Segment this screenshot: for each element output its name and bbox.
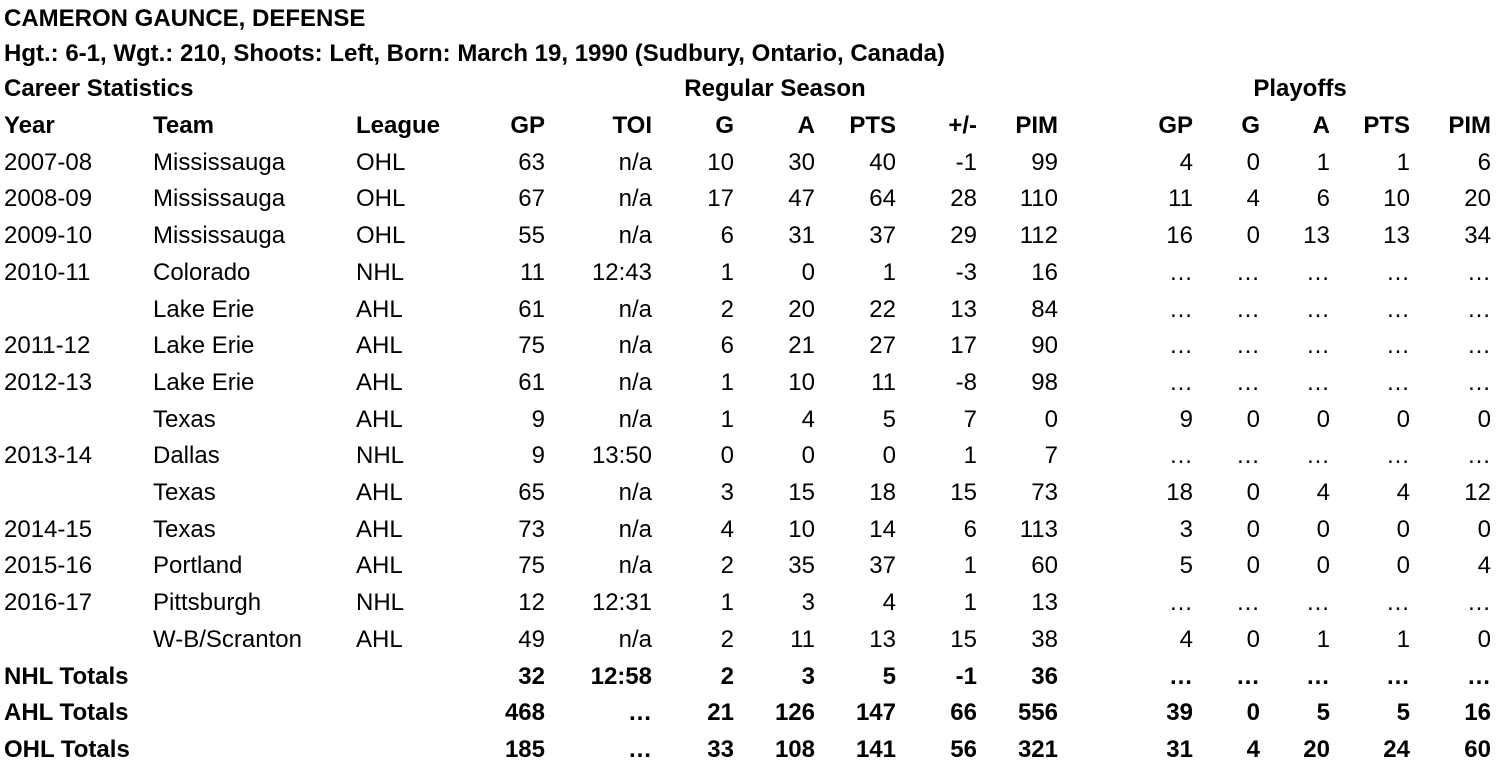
cell-year: 2010-11	[4, 258, 91, 286]
cell-po-g: …	[1236, 662, 1260, 690]
cell-rs-pts: 1	[882, 258, 896, 286]
cell-league: AHL	[356, 625, 403, 653]
cell-po-pts: 10	[1383, 185, 1410, 213]
cell-rs-pts: 22	[869, 295, 896, 323]
cell-po-a: …	[1306, 589, 1330, 617]
cell-rs-toi: …	[628, 735, 652, 763]
cell-po-pts: 13	[1383, 222, 1410, 250]
cell-rs-pts: 27	[869, 332, 896, 360]
cell-po-a: 6	[1316, 185, 1330, 213]
table-row	[0, 584, 1500, 621]
cell-po-gp: …	[1169, 662, 1193, 690]
cell-rs-toi: 12:58	[590, 662, 652, 690]
cell-rs-g: 4	[720, 515, 734, 543]
cell-po-g: 0	[1246, 405, 1260, 433]
table-row	[0, 180, 1500, 217]
cell-po-pts: 1	[1396, 148, 1410, 176]
cell-rs-g: 0	[720, 442, 734, 470]
cell-po-a: 1	[1316, 148, 1330, 176]
cell-po-g: 0	[1246, 479, 1260, 506]
cell-po-gp: 9	[1179, 405, 1193, 433]
cell-rs-gp: 468	[504, 699, 545, 727]
cell-rs-pim: 16	[1031, 258, 1058, 286]
cell-rs-g: 2	[720, 625, 734, 653]
cell-po-g: 0	[1246, 515, 1260, 543]
cell-league: NHL	[356, 442, 405, 470]
table-row	[0, 217, 1500, 254]
cell-year: 2015-16	[4, 552, 93, 580]
header-row	[0, 107, 1500, 144]
cell-rs-g: 10	[707, 148, 734, 176]
cell-rs-toi: n/a	[618, 295, 652, 323]
cell-rs-pim: 99	[1031, 148, 1058, 176]
table-row	[0, 144, 1500, 181]
cell-league	[356, 658, 466, 695]
cell-rs-pts: 5	[882, 405, 896, 433]
table-row	[0, 254, 1500, 291]
cell-rs-toi: 12:31	[591, 589, 652, 617]
cell-po-a: 0	[1316, 515, 1330, 543]
header-po-g: G	[1241, 112, 1260, 139]
cell-po-g: …	[1236, 368, 1260, 396]
cell-rs-a: 3	[801, 589, 815, 617]
cell-year	[4, 474, 144, 511]
cell-rs-pm: 1	[963, 589, 977, 617]
cell-rs-g: 21	[707, 699, 734, 727]
cell-po-pim: 60	[1464, 735, 1491, 763]
cell-po-pts: …	[1386, 662, 1410, 690]
header-po-a: A	[1312, 112, 1330, 139]
cell-po-pim: …	[1467, 258, 1491, 286]
cell-po-gp: 4	[1179, 148, 1193, 176]
cell-rs-gp: 75	[518, 332, 545, 360]
cell-po-pim: …	[1467, 442, 1491, 470]
cell-po-gp: …	[1169, 258, 1193, 286]
totals-row	[0, 694, 1500, 731]
cell-rs-toi: n/a	[618, 405, 652, 433]
cell-rs-g: 3	[720, 479, 734, 506]
cell-rs-pim: 112	[1019, 222, 1058, 250]
cell-rs-pts: 64	[869, 185, 896, 213]
cell-rs-pm: 66	[950, 699, 977, 727]
cell-po-a: 0	[1316, 552, 1330, 580]
cell-rs-pts: 40	[869, 148, 896, 176]
cell-rs-toi: 12:43	[591, 258, 652, 286]
cell-team: Pittsburgh	[153, 589, 262, 617]
cell-league: AHL	[356, 479, 403, 506]
header-rs-g: G	[715, 112, 734, 139]
cell-po-pim: 16	[1464, 699, 1491, 727]
cell-rs-toi: n/a	[618, 368, 652, 396]
totals-row	[0, 731, 1500, 768]
cell-team: Texas	[153, 515, 216, 543]
cell-rs-a: 3	[801, 662, 815, 690]
cell-team: Lake Erie	[153, 295, 255, 323]
cell-rs-g: 6	[720, 222, 734, 250]
cell-league	[356, 694, 466, 731]
cell-league: AHL	[356, 368, 403, 396]
cell-po-gp: …	[1169, 295, 1193, 323]
cell-rs-gp: 12	[518, 589, 545, 617]
header-po-pim: PIM	[1448, 112, 1491, 139]
cell-po-gp: 31	[1166, 735, 1193, 763]
header-rs-a: A	[797, 112, 815, 139]
cell-rs-pim: 98	[1031, 368, 1058, 396]
cell-rs-a: 10	[788, 515, 815, 543]
cell-po-pts: …	[1386, 295, 1410, 323]
cell-year: 2012-13	[4, 368, 93, 396]
cell-rs-a: 20	[788, 295, 815, 323]
cell-po-g: …	[1236, 258, 1260, 286]
cell-rs-toi: 13:50	[591, 442, 652, 470]
cell-rs-toi: …	[628, 699, 652, 727]
cell-rs-pm: -3	[955, 258, 977, 286]
cell-rs-pm: 15	[950, 479, 977, 506]
cell-rs-gp: 61	[518, 295, 545, 323]
totals-row	[0, 658, 1500, 695]
cell-year: 2009-10	[4, 222, 93, 250]
cell-po-a: …	[1306, 295, 1330, 323]
cell-rs-gp: 63	[518, 148, 545, 176]
cell-year	[4, 401, 144, 438]
cell-po-a: …	[1306, 368, 1330, 396]
cell-team	[153, 694, 353, 731]
cell-rs-pm: 13	[950, 295, 977, 323]
cell-league: AHL	[356, 295, 403, 323]
cell-team	[153, 658, 353, 695]
cell-rs-g: 33	[707, 735, 734, 763]
cell-rs-pim: 38	[1031, 625, 1058, 653]
cell-rs-gp: 75	[518, 552, 545, 580]
cell-rs-pim: 556	[1017, 699, 1058, 727]
cell-rs-a: 11	[790, 625, 815, 653]
cell-rs-pim: 84	[1031, 295, 1058, 323]
cell-po-g: 0	[1246, 699, 1260, 727]
table-row	[0, 437, 1500, 474]
cell-po-pim: 0	[1477, 405, 1491, 433]
cell-league: AHL	[356, 515, 403, 543]
cell-rs-a: 10	[788, 368, 815, 396]
cell-po-a: 4	[1316, 479, 1330, 506]
cell-po-gp: 4	[1179, 625, 1193, 653]
cell-po-pim: 0	[1477, 515, 1491, 543]
cell-po-g: 0	[1246, 625, 1260, 653]
cell-po-pts: 5	[1396, 699, 1410, 727]
header-year: Year	[4, 112, 55, 139]
cell-po-a: 20	[1303, 735, 1330, 763]
cell-rs-gp: 49	[518, 625, 545, 653]
cell-rs-pts: 5	[882, 662, 896, 690]
player-bio: Hgt.: 6-1, Wgt.: 210, Shoots: Left, Born: March 19, 1990 (Sudbury, Ontario, Canada)	[4, 40, 946, 67]
header-po-pts: PTS	[1363, 112, 1410, 139]
cell-rs-g: 1	[720, 258, 734, 286]
cell-rs-toi: n/a	[618, 479, 652, 506]
cell-po-pts: …	[1386, 589, 1410, 617]
cell-po-a: 13	[1303, 222, 1330, 250]
cell-rs-pm: 28	[950, 185, 977, 213]
cell-rs-g: 1	[720, 368, 734, 396]
cell-rs-pts: 11	[871, 368, 896, 396]
cell-league: AHL	[356, 405, 403, 433]
cell-league: NHL	[356, 258, 405, 286]
cell-rs-pm: 7	[963, 405, 977, 433]
cell-rs-pm: -1	[955, 148, 977, 176]
cell-rs-g: 2	[720, 552, 734, 580]
cell-rs-g: 6	[720, 332, 734, 360]
cell-rs-a: 15	[788, 479, 815, 506]
cell-po-gp: …	[1169, 368, 1193, 396]
cell-rs-toi: n/a	[618, 552, 652, 580]
cell-po-gp: 5	[1179, 552, 1193, 580]
cell-rs-pm: 6	[963, 515, 977, 543]
cell-po-gp: …	[1169, 589, 1193, 617]
cell-team: W-B/Scranton	[153, 625, 302, 653]
cell-po-pts: …	[1386, 368, 1410, 396]
cell-rs-pim: 110	[1019, 185, 1058, 213]
cell-rs-a: 4	[801, 405, 815, 433]
section-playoffs: Playoffs	[1253, 75, 1347, 102]
cell-po-pts: 0	[1396, 405, 1410, 433]
cell-po-pts: 4	[1396, 479, 1410, 506]
cell-po-gp: 18	[1166, 479, 1193, 506]
cell-rs-toi: n/a	[618, 185, 652, 213]
cell-rs-pim: 60	[1031, 552, 1058, 580]
cell-rs-pim: 90	[1031, 332, 1058, 360]
cell-rs-pts: 13	[869, 625, 896, 653]
cell-po-gp: 16	[1166, 222, 1193, 250]
cell-rs-pm: 1	[963, 552, 977, 580]
cell-rs-toi: n/a	[618, 222, 652, 250]
cell-rs-pm: 17	[950, 332, 977, 360]
cell-team: Lake Erie	[153, 332, 255, 360]
cell-rs-toi: n/a	[618, 515, 652, 543]
cell-po-pts: 0	[1396, 552, 1410, 580]
cell-league	[356, 731, 466, 768]
header-rs-gp: GP	[510, 112, 545, 139]
cell-rs-gp: 67	[518, 185, 545, 213]
cell-rs-pts: 0	[882, 442, 896, 470]
cell-po-pim: 12	[1464, 479, 1491, 506]
cell-rs-gp: 9	[531, 405, 545, 433]
cell-rs-gp: 55	[518, 222, 545, 250]
cell-po-pim: 4	[1477, 552, 1491, 580]
cell-league: OHL	[356, 148, 406, 176]
cell-rs-pim: 73	[1031, 479, 1058, 506]
cell-rs-a: 108	[774, 735, 815, 763]
cell-po-gp: …	[1169, 442, 1193, 470]
cell-rs-pts: 37	[869, 222, 896, 250]
table-row	[0, 291, 1500, 328]
cell-po-a: 0	[1316, 405, 1330, 433]
cell-year	[4, 621, 144, 658]
cell-rs-pim: 7	[1044, 442, 1058, 470]
cell-league: AHL	[356, 552, 403, 580]
cell-rs-pm: -1	[955, 662, 977, 690]
cell-rs-gp: 32	[518, 662, 545, 690]
cell-rs-toi: n/a	[618, 148, 652, 176]
table-row	[0, 511, 1500, 548]
cell-po-pim: …	[1467, 295, 1491, 323]
cell-rs-pm: -8	[955, 368, 977, 396]
header-po-gp: GP	[1158, 112, 1193, 139]
cell-rs-g: 2	[720, 662, 734, 690]
cell-po-a: …	[1306, 258, 1330, 286]
cell-rs-a: 0	[801, 258, 815, 286]
cell-po-a: 1	[1316, 625, 1330, 653]
cell-rs-a: 126	[774, 699, 815, 727]
cell-rs-pim: 0	[1044, 405, 1058, 433]
cell-league: AHL	[356, 332, 403, 360]
cell-po-gp: 39	[1166, 699, 1193, 727]
cell-po-pts: 1	[1396, 625, 1410, 653]
section-career-statistics: Career Statistics	[4, 75, 194, 102]
cell-year: 2014-15	[4, 515, 93, 543]
cell-rs-g: 1	[720, 405, 734, 433]
cell-po-g: 4	[1246, 185, 1260, 213]
cell-team: Dallas	[153, 442, 220, 470]
cell-rs-pts: 4	[882, 589, 896, 617]
cell-team: Mississauga	[153, 185, 286, 213]
cell-rs-a: 30	[788, 148, 815, 176]
cell-po-pim: …	[1467, 368, 1491, 396]
cell-rs-pim: 36	[1031, 662, 1058, 690]
cell-team: Lake Erie	[153, 368, 255, 396]
cell-team: Colorado	[153, 258, 251, 286]
cell-po-pts: 24	[1383, 735, 1410, 763]
cell-team: Texas	[153, 479, 216, 506]
cell-po-a: 5	[1316, 699, 1330, 727]
cell-po-a: …	[1306, 662, 1330, 690]
cell-rs-pts: 141	[855, 735, 896, 763]
cell-rs-gp: 11	[520, 258, 545, 286]
cell-rs-pm: 56	[950, 735, 977, 763]
cell-po-g: …	[1236, 295, 1260, 323]
cell-year: NHL Totals	[4, 662, 129, 690]
table-row	[0, 364, 1500, 401]
cell-rs-a: 31	[788, 222, 815, 250]
cell-rs-pts: 37	[869, 552, 896, 580]
cell-rs-gp: 61	[518, 368, 545, 396]
cell-rs-gp: 185	[504, 735, 545, 763]
cell-po-g: 0	[1246, 552, 1260, 580]
cell-rs-g: 2	[720, 295, 734, 323]
cell-year: 2013-14	[4, 442, 93, 470]
cell-rs-a: 47	[788, 185, 815, 213]
cell-year: OHL Totals	[4, 735, 130, 763]
cell-team: Texas	[153, 405, 216, 433]
cell-year	[4, 291, 144, 328]
cell-po-a: …	[1306, 332, 1330, 360]
cell-year: 2016-17	[4, 589, 93, 617]
cell-rs-pm: 15	[950, 625, 977, 653]
cell-rs-pts: 14	[869, 515, 896, 543]
cell-team: Portland	[153, 552, 243, 580]
cell-rs-a: 21	[788, 332, 815, 360]
cell-year: AHL Totals	[4, 699, 129, 727]
cell-po-pim: …	[1467, 662, 1491, 690]
cell-year: 2007-08	[4, 148, 93, 176]
header-rs-pim: PIM	[1015, 112, 1058, 139]
header-team: Team	[153, 112, 214, 139]
cell-po-g: 4	[1246, 735, 1260, 763]
cell-league: OHL	[356, 185, 406, 213]
cell-po-gp: 11	[1168, 185, 1193, 213]
header-rs-toi: TOI	[612, 112, 652, 139]
cell-team: Mississauga	[153, 148, 286, 176]
cell-rs-pim: 113	[1019, 515, 1058, 543]
cell-po-pim: …	[1467, 332, 1491, 360]
cell-po-g: …	[1236, 332, 1260, 360]
table-row	[0, 547, 1500, 584]
cell-po-pts: …	[1386, 258, 1410, 286]
cell-po-a: …	[1306, 442, 1330, 470]
cell-rs-pm: 1	[963, 442, 977, 470]
cell-rs-gp: 65	[518, 479, 545, 506]
cell-rs-toi: n/a	[618, 332, 652, 360]
cell-team	[153, 731, 353, 768]
table-row	[0, 474, 1500, 511]
cell-league: OHL	[356, 222, 406, 250]
section-regular-season: Regular Season	[684, 75, 866, 102]
cell-rs-g: 1	[720, 589, 734, 617]
cell-rs-a: 35	[788, 552, 815, 580]
cell-po-g: …	[1236, 589, 1260, 617]
table-row	[0, 401, 1500, 438]
cell-po-pim: 34	[1464, 222, 1491, 250]
cell-po-g: 0	[1246, 222, 1260, 250]
cell-po-pts: …	[1386, 442, 1410, 470]
cell-rs-a: 0	[801, 442, 815, 470]
cell-po-pts: …	[1386, 332, 1410, 360]
cell-rs-g: 17	[707, 185, 734, 213]
cell-po-gp: …	[1169, 332, 1193, 360]
cell-rs-toi: n/a	[618, 625, 652, 653]
cell-rs-gp: 73	[518, 515, 545, 543]
table-row	[0, 327, 1500, 364]
cell-rs-pim: 13	[1031, 589, 1058, 617]
cell-rs-pts: 147	[855, 699, 896, 727]
header-rs-pts: PTS	[849, 112, 896, 139]
cell-league: NHL	[356, 589, 405, 617]
cell-po-pim: …	[1467, 589, 1491, 617]
header-league: League	[356, 112, 441, 139]
cell-rs-pim: 321	[1017, 735, 1058, 763]
cell-team: Mississauga	[153, 222, 286, 250]
cell-year: 2008-09	[4, 185, 93, 213]
cell-year: 2011-12	[4, 332, 91, 360]
cell-po-pts: 0	[1396, 515, 1410, 543]
cell-po-pim: 6	[1477, 148, 1491, 176]
cell-po-g: …	[1236, 442, 1260, 470]
cell-po-pim: 20	[1464, 185, 1491, 213]
cell-rs-pts: 18	[869, 479, 896, 506]
cell-po-g: 0	[1246, 148, 1260, 176]
cell-rs-gp: 9	[531, 442, 545, 470]
cell-rs-pm: 29	[950, 222, 977, 250]
player-name: CAMERON GAUNCE, DEFENSE	[4, 5, 366, 32]
table-row	[0, 621, 1500, 658]
cell-po-gp: 3	[1179, 515, 1193, 543]
cell-po-pim: 0	[1477, 625, 1491, 653]
header-rs-pm: +/-	[948, 112, 977, 139]
